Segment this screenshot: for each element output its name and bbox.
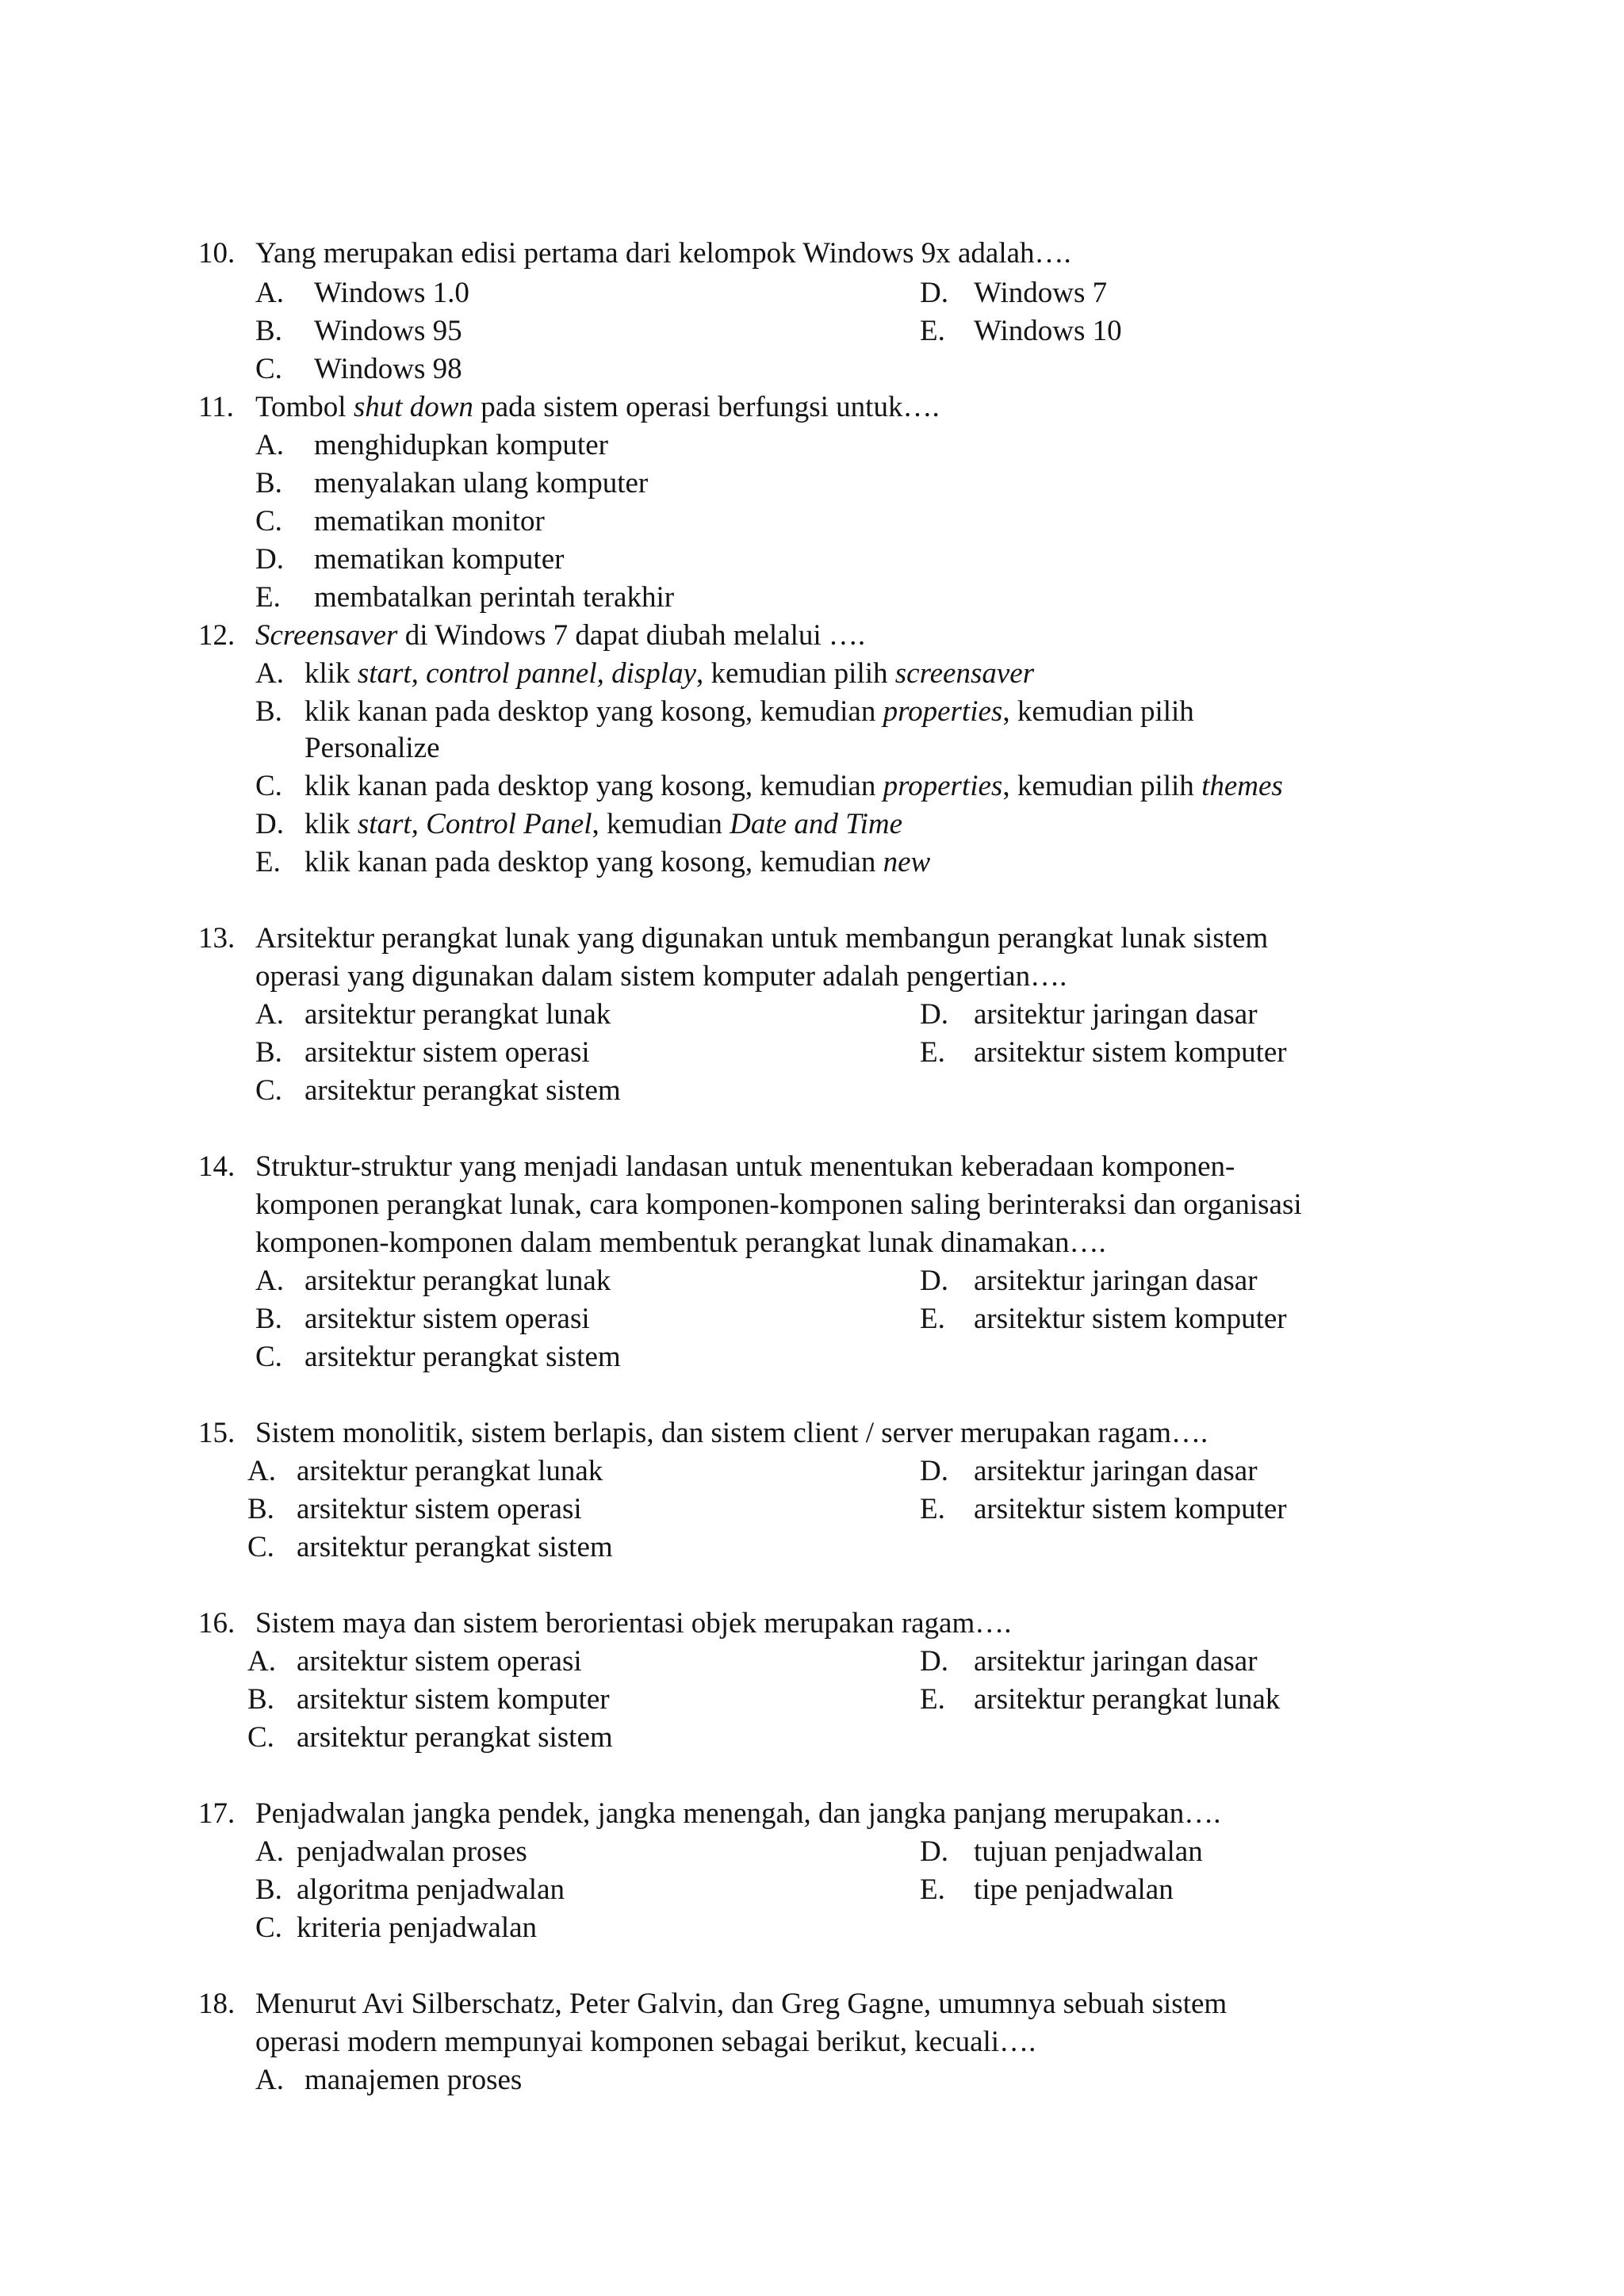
option-letter: C.	[255, 505, 282, 538]
question-stem-line: Sistem maya dan sistem berorientasi objek merupakan ragam….	[255, 1607, 1012, 1640]
option-text: arsitektur sistem operasi	[304, 1303, 590, 1335]
option-text: mematikan komputer	[314, 543, 565, 576]
option-letter: E.	[920, 1036, 945, 1069]
question-stem-line: komponen perangkat lunak, cara komponen-komponen saling berinteraksi dan organisasi	[255, 1188, 1302, 1221]
option-letter: A.	[255, 657, 284, 690]
option-text: arsitektur perangkat lunak	[297, 1455, 603, 1487]
option-text: menyalakan ulang komputer	[314, 467, 649, 499]
option-text: arsitektur jaringan dasar	[974, 1455, 1258, 1487]
option-text: arsitektur perangkat lunak	[974, 1683, 1281, 1716]
option-text: Windows 95	[314, 315, 462, 347]
question-stem-line: Struktur-struktur yang menjadi landasan untuk menentukan keberadaan komponen-	[255, 1150, 1235, 1183]
option-letter: C.	[255, 353, 282, 385]
option-letter: A.	[255, 277, 284, 309]
option-text: arsitektur sistem operasi	[297, 1645, 582, 1678]
option-text: Windows 10	[974, 315, 1122, 347]
question-stem-line: Yang merupakan edisi pertama dari kelompok Windows 9x adalah….	[255, 237, 1071, 270]
option-text: arsitektur jaringan dasar	[974, 998, 1258, 1031]
option-text: klik kanan pada desktop yang kosong, kemudian properties, kemudian pilih	[304, 695, 1194, 728]
option-text: arsitektur perangkat sistem	[304, 1341, 621, 1373]
question-number: 12.	[198, 619, 236, 652]
option-letter: E.	[920, 1493, 945, 1525]
option-text: arsitektur sistem komputer	[974, 1493, 1287, 1525]
option-text: arsitektur sistem operasi	[297, 1493, 582, 1525]
option-letter: A.	[255, 998, 284, 1031]
option-text: klik start, control pannel, display, kemudian pilih screensaver	[304, 657, 1035, 690]
option-text: arsitektur jaringan dasar	[974, 1265, 1258, 1297]
option-letter: D.	[920, 1455, 948, 1487]
option-text: arsitektur sistem komputer	[974, 1036, 1287, 1069]
option-text: kriteria penjadwalan	[297, 1911, 538, 1944]
option-letter: A.	[255, 1265, 284, 1297]
question-number: 18.	[198, 1988, 236, 2020]
option-text: klik kanan pada desktop yang kosong, kemudian new	[304, 846, 931, 878]
option-letter: C.	[247, 1721, 274, 1754]
option-text: arsitektur perangkat sistem	[304, 1074, 621, 1107]
option-text: arsitektur sistem komputer	[974, 1303, 1287, 1335]
option-text: Windows 7	[974, 277, 1108, 309]
option-letter: D.	[920, 277, 948, 309]
option-letter: C.	[255, 1074, 282, 1107]
option-text: manajemen proses	[304, 2064, 523, 2096]
option-text: arsitektur sistem operasi	[304, 1036, 590, 1069]
option-letter: A.	[255, 2064, 284, 2096]
option-letter: E.	[920, 1873, 945, 1906]
option-letter: B.	[255, 1303, 282, 1335]
option-text: Windows 98	[314, 353, 462, 385]
option-text: klik kanan pada desktop yang kosong, kemudian properties, kemudian pilih themes	[304, 770, 1283, 802]
option-letter: A.	[255, 429, 284, 461]
question-stem-line: operasi yang digunakan dalam sistem komputer adalah pengertian….	[255, 960, 1067, 993]
option-text: arsitektur perangkat sistem	[297, 1531, 613, 1563]
option-letter: B.	[255, 1036, 282, 1069]
option-text: menghidupkan komputer	[314, 429, 608, 461]
option-letter: E.	[255, 581, 281, 614]
option-letter: C.	[255, 770, 282, 802]
option-letter: C.	[247, 1531, 274, 1563]
question-number: 13.	[198, 922, 236, 955]
option-letter: A.	[247, 1645, 276, 1678]
question-stem-line: Menurut Avi Silberschatz, Peter Galvin, dan Greg Gagne, umumnya sebuah sistem	[255, 1988, 1228, 2020]
question-stem-line: Sistem monolitik, sistem berlapis, dan sistem client / server merupakan ragam….	[255, 1417, 1208, 1449]
option-text: membatalkan perintah terakhir	[314, 581, 675, 614]
option-letter: B.	[255, 315, 282, 347]
question-number: 11.	[198, 391, 234, 423]
question-stem-line: Penjadwalan jangka pendek, jangka menengah, dan jangka panjang merupakan….	[255, 1797, 1221, 1830]
option-letter: D.	[255, 543, 284, 576]
question-stem-line: Screensaver di Windows 7 dapat diubah melalui ….	[255, 619, 866, 652]
option-letter: B.	[255, 1873, 282, 1906]
option-text: arsitektur perangkat sistem	[297, 1721, 613, 1754]
option-letter: D.	[920, 1835, 948, 1868]
option-letter: E.	[920, 315, 945, 347]
option-letter: D.	[255, 808, 284, 840]
option-letter: B.	[255, 695, 282, 728]
option-letter: D.	[920, 1645, 948, 1678]
option-letter: A.	[247, 1455, 276, 1487]
option-letter: B.	[255, 467, 282, 499]
option-letter: E.	[920, 1683, 945, 1716]
option-text: arsitektur perangkat lunak	[304, 998, 611, 1031]
option-text: arsitektur perangkat lunak	[304, 1265, 611, 1297]
option-text: penjadwalan proses	[297, 1835, 527, 1868]
question-stem-line: komponen-komponen dalam membentuk perangkat lunak dinamakan….	[255, 1226, 1106, 1259]
option-text: algoritma penjadwalan	[297, 1873, 565, 1906]
option-letter: D.	[920, 998, 948, 1031]
option-letter: E.	[920, 1303, 945, 1335]
question-number: 10.	[198, 237, 236, 270]
option-text: arsitektur sistem komputer	[297, 1683, 610, 1716]
question-stem-line: Arsitektur perangkat lunak yang digunakan untuk membangun perangkat lunak sistem	[255, 922, 1269, 955]
option-text: mematikan monitor	[314, 505, 545, 538]
option-text: tujuan penjadwalan	[974, 1835, 1203, 1868]
option-text: tipe penjadwalan	[974, 1873, 1174, 1906]
option-text-continuation: Personalize	[304, 732, 440, 764]
option-letter: B.	[247, 1683, 274, 1716]
option-text: Windows 1.0	[314, 277, 469, 309]
question-number: 15.	[198, 1417, 236, 1449]
question-stem-line: Tombol shut down pada sistem operasi berfungsi untuk….	[255, 391, 940, 423]
question-number: 14.	[198, 1150, 236, 1183]
option-letter: C.	[255, 1911, 282, 1944]
option-letter: B.	[247, 1493, 274, 1525]
option-text: klik start, Control Panel, kemudian Date and Time	[304, 808, 903, 840]
option-letter: C.	[255, 1341, 282, 1373]
option-text: arsitektur jaringan dasar	[974, 1645, 1258, 1678]
question-number: 17.	[198, 1797, 236, 1830]
question-number: 16.	[198, 1607, 236, 1640]
option-letter: D.	[920, 1265, 948, 1297]
option-letter: E.	[255, 846, 281, 878]
option-letter: A.	[255, 1835, 284, 1868]
question-stem-line: operasi modern mempunyai komponen sebagai berikut, kecuali….	[255, 2026, 1036, 2058]
